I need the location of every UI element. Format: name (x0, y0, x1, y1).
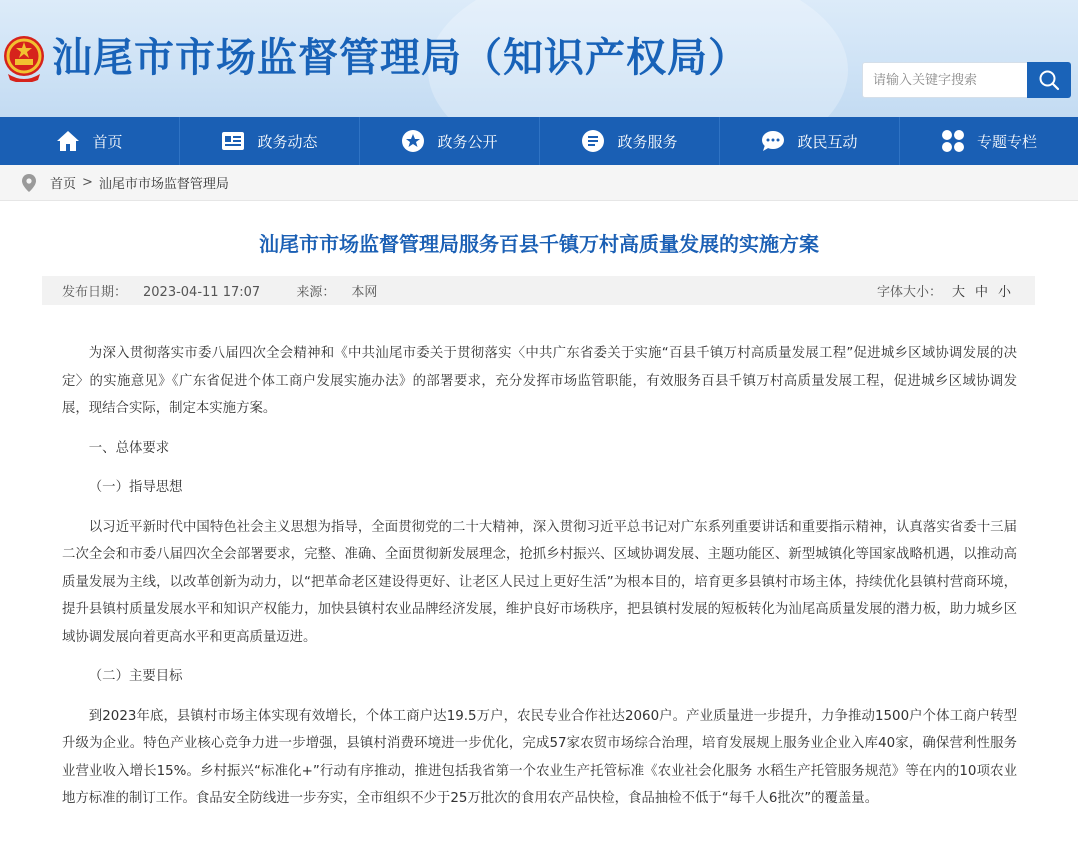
nav-item-label: 政民互动 (797, 132, 858, 151)
source-value: 本网 (351, 285, 378, 300)
publish-date-label: 发布日期： (62, 285, 128, 300)
breadcrumb-current-link[interactable]: 汕尾市市场监督管理局 (98, 177, 229, 192)
nav-item-label: 专题专栏 (976, 132, 1037, 151)
search-icon (1038, 69, 1060, 91)
article-source (296, 285, 393, 300)
home-icon (56, 130, 80, 152)
search-input[interactable] (862, 62, 1028, 98)
national-emblem-icon (2, 34, 46, 82)
article-paragraph-intro: 为深入贯彻落实市委八届四次全会精神和《中共汕尾市委关于贯彻落实〈中共广东省委关于实施“百县千镇万村高质量发展工程”促进城乡区域协调发展的决定〉的实施意见》《广东省促进个体工商户发展实施办法》的部署要求，充分发挥市场监管职能，有效服务百县千镇万村高质量发展工程，促进城乡区域协调发展，现结合实际，制定本实施方案。 (62, 346, 1017, 416)
service-doc-icon (581, 129, 605, 153)
font-size-large-button[interactable]: 大 (951, 285, 965, 300)
nav-item-news[interactable] (180, 117, 360, 165)
font-size-control (877, 281, 1011, 300)
article-paragraph-main-goals: 到2023年底，县镇村市场主体实现有效增长，个体工商户达19.5万户，农民专业合作社达2060户。产业质量进一步提升，力争推动1500户个体工商户转型升级为企业。特色产业核心竞争力进一步增强，县镇村消费环境进一步优化，完成57家农贸市场综合治理，培育发展规上服务业企业入库40家，确保营利性服务业营业收入增长15%。乡村振兴“标准化+”行动有序推动，推进包括我省第一个农业生产托管标准《农业社会化服务 水稻生产托管服务规范》等在内的10项农业地方标准的制订工作。食品安全防线进一步夯实，全市组织不少于25万批次的食用农产品快检，食品抽检不低于“每千人6批次”的覆盖量。 (62, 708, 1017, 806)
article-heading-general-requirements: 一、总体要求 (88, 440, 170, 456)
article-meta-bar (42, 276, 1035, 305)
nav-item-gov-open[interactable] (360, 117, 540, 165)
nav-item-interaction[interactable] (720, 117, 900, 165)
font-size-label: 字体大小： (876, 285, 942, 300)
chat-bubble-icon (761, 130, 785, 152)
news-card-icon (221, 131, 245, 151)
main-nav (0, 117, 1078, 165)
article-title: 汕尾市市场监督管理局服务百县千镇万村高质量发展的实施方案 (259, 232, 819, 256)
breadcrumb-separator: > (82, 175, 93, 190)
breadcrumb-home-link[interactable]: 首页 (50, 177, 77, 192)
search-button[interactable] (1027, 62, 1071, 98)
nav-item-label: 政务服务 (617, 132, 678, 151)
nav-item-label: 政务动态 (257, 132, 318, 151)
nav-item-label: 政务公开 (437, 132, 498, 151)
publish-date (62, 285, 276, 300)
article-content (62, 340, 1017, 825)
star-icon (401, 129, 425, 153)
font-size-medium-button[interactable]: 中 (974, 285, 988, 300)
nav-item-special[interactable] (900, 117, 1078, 165)
grid-dots-icon (941, 129, 965, 153)
article-meta-info (62, 281, 409, 300)
article-subheading-main-goals: （二）主要目标 (88, 669, 183, 684)
article-subheading-guiding-ideology: （一）指导思想 (88, 480, 183, 495)
site-title: 汕尾市市场监督管理局（知识产权局） (52, 35, 749, 81)
publish-date-value: 2023-04-11 17:07 (143, 285, 261, 300)
source-label: 来源： (296, 285, 336, 300)
site-header (0, 0, 1078, 117)
nav-item-home[interactable] (0, 117, 180, 165)
location-pin-icon (22, 174, 36, 192)
breadcrumb (0, 165, 1078, 201)
nav-item-gov-service[interactable] (540, 117, 720, 165)
font-size-small-button[interactable]: 小 (997, 285, 1011, 300)
article-paragraph-guiding-ideology: 以习近平新时代中国特色社会主义思想为指导，全面贯彻党的二十大精神，深入贯彻习近平总书记对广东系列重要讲话和重要指示精神，认真落实省委十三届二次全会和市委八届四次全会部署要求，完整、准确、全面贯彻新发展理念，抢抓乡村振兴、区域协调发展、主题功能区、新型城镇化等国家战略机遇，以推动高质量发展为主线，以改革创新为动力，以“把革命老区建设得更好、让老区人民过上更好生活”为根本目的，培育更多县镇村市场主体，持续优化县镇村营商环境，提升县镇村质量发展水平和知识产权能力，加快县镇村农业品牌经济发展，维护良好市场秩序，把县镇村发展的短板转化为汕尾高质量发展的潜力板，助力城乡区域协调发展向着更高水平和更高质量迈进。 (62, 519, 1017, 645)
nav-item-label: 首页 (92, 132, 123, 151)
